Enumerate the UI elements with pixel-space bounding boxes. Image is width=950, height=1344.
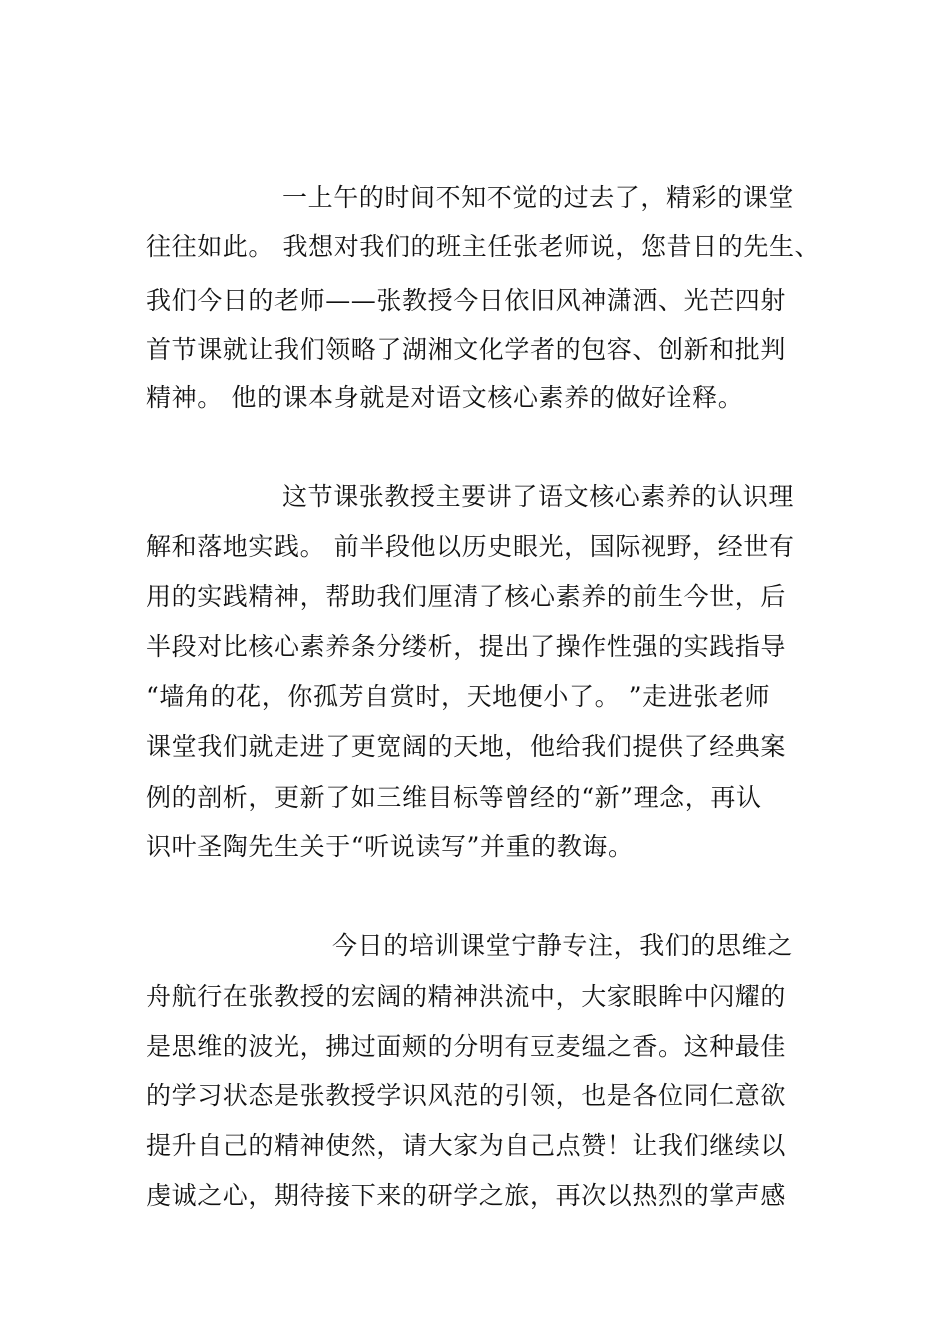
paragraph-line: 这节课张教授主要讲了语文核心素养的认识理 bbox=[282, 482, 795, 511]
paragraph-line: 往往如此。 我想对我们的班主任张老师说，您昔日的先生、 bbox=[146, 232, 821, 261]
paragraph-line: “墙角的花，你孤芳自赏时，天地便小了。 ”走进张老师 bbox=[146, 682, 771, 711]
paragraph-line: 首节课就让我们领略了湖湘文化学者的包容、创新和批判 bbox=[146, 335, 787, 364]
paragraph-line: 课堂我们就走进了更宽阔的天地，他给我们提供了经典案 bbox=[146, 732, 787, 761]
paragraph-line: 半段对比核心素养条分缕析，提出了操作性强的实践指导 bbox=[146, 632, 787, 661]
paragraph-line: 识叶圣陶先生关于“听说读写”并重的教诲。 bbox=[146, 832, 634, 861]
paragraph-line: 例的剖析，更新了如三维目标等曾经的“新”理念，再认 bbox=[146, 783, 762, 812]
paragraph-line: 精神。 他的课本身就是对语文核心素养的做好诠释。 bbox=[146, 383, 744, 412]
paragraph-line: 解和落地实践。 前半段他以历史眼光，国际视野，经世有 bbox=[146, 532, 795, 561]
paragraph-line: 用的实践精神，帮助我们厘清了核心素养的前生今世，后 bbox=[146, 582, 787, 611]
paragraph-line: 一上午的时间不知不觉的过去了，精彩的课堂 bbox=[282, 183, 795, 212]
paragraph-line: 是思维的波光，拂过面颊的分明有豆麦缊之香。这种最佳 bbox=[146, 1032, 787, 1061]
paragraph-line: 的学习状态是张教授学识风范的引领，也是各位同仁意欲 bbox=[146, 1081, 787, 1110]
paragraph-line: 提升自己的精神使然，请大家为自己点赞！让我们继续以 bbox=[146, 1131, 787, 1160]
paragraph-line: 舟航行在张教授的宏阔的精神洪流中，大家眼眸中闪耀的 bbox=[146, 982, 787, 1011]
paragraph-line: 今日的培训课堂宁静专注，我们的思维之 bbox=[332, 931, 793, 960]
paragraph-line: 我们今日的老师——张教授今日依旧风神潇洒、光芒四射 bbox=[146, 286, 787, 315]
paragraph-line: 虔诚之心，期待接下来的研学之旅，再次以热烈的掌声感 bbox=[146, 1181, 787, 1210]
